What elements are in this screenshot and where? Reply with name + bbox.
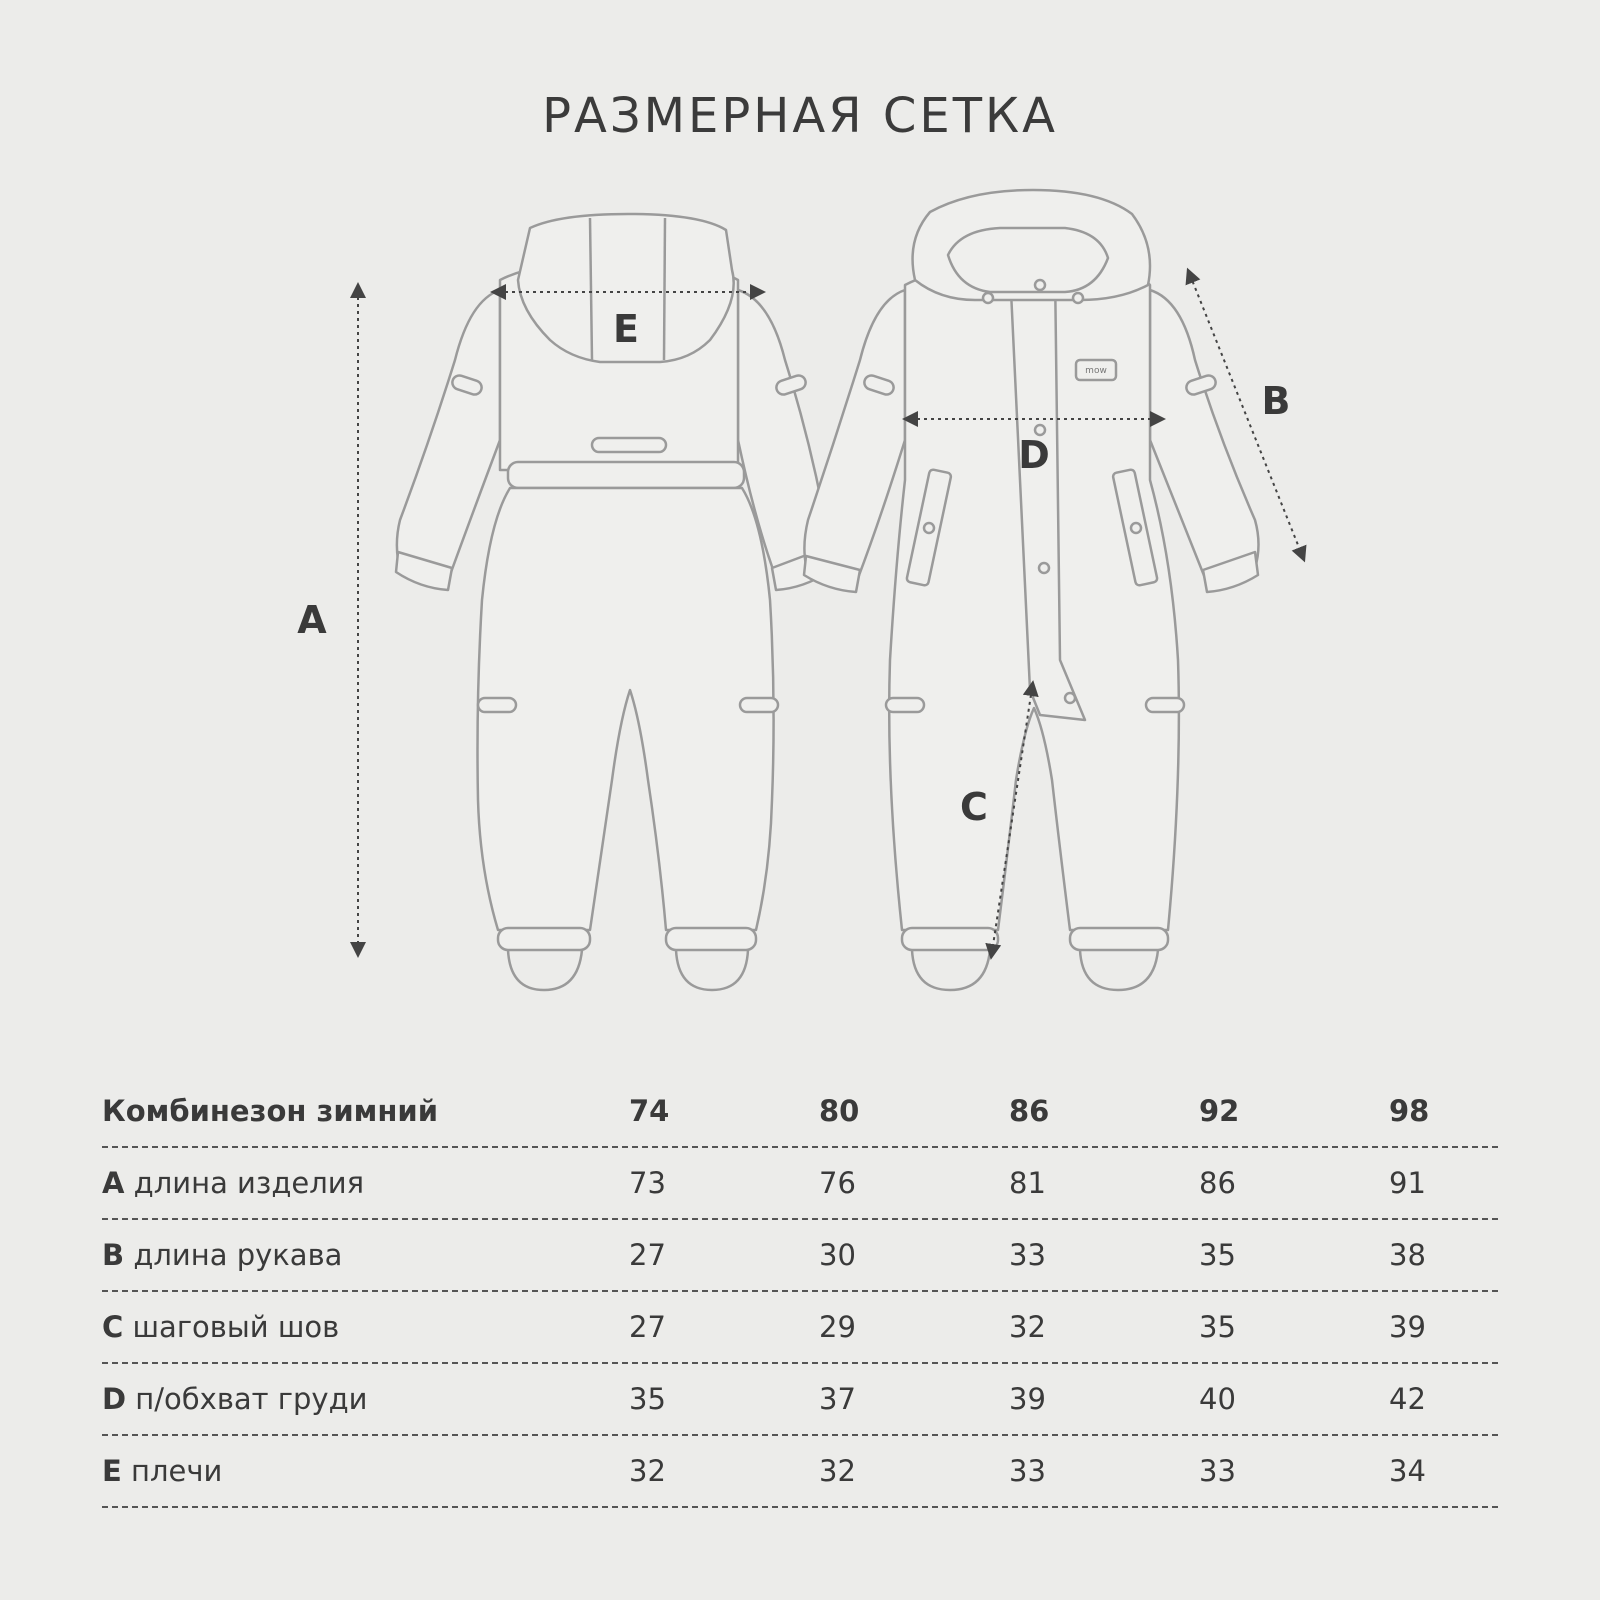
row-label — [102, 1238, 342, 1272]
logo-text: mow — [1085, 366, 1107, 376]
table-cell: 81 — [1009, 1166, 1046, 1200]
page-title: РАЗМЕРНАЯ СЕТКА — [542, 88, 1058, 144]
row-label-text: длина изделия — [133, 1166, 365, 1200]
size-table — [102, 1080, 1498, 1508]
table-row — [102, 1220, 1498, 1292]
row-label — [102, 1310, 339, 1344]
table-cell: 38 — [1389, 1238, 1426, 1272]
row-label-text: плечи — [131, 1454, 223, 1488]
table-cell: 35 — [1199, 1238, 1236, 1272]
table-cell: 91 — [1389, 1166, 1426, 1200]
table-cell: 34 — [1389, 1454, 1426, 1488]
row-label — [102, 1382, 368, 1416]
row-letter: D — [102, 1382, 127, 1416]
table-row — [102, 1364, 1498, 1436]
table-cell: 32 — [629, 1454, 666, 1488]
table-cell: 35 — [629, 1382, 666, 1416]
label-c: C — [960, 785, 988, 829]
table-row — [102, 1292, 1498, 1364]
size-header: 92 — [1199, 1094, 1240, 1128]
size-header: 80 — [819, 1094, 860, 1128]
product-name: Комбинезон зимний — [102, 1094, 439, 1128]
size-header: 98 — [1389, 1094, 1430, 1128]
table-cell: 32 — [1009, 1310, 1046, 1344]
table-cell: 39 — [1389, 1310, 1426, 1344]
table-header-row — [102, 1080, 1498, 1148]
table-cell: 35 — [1199, 1310, 1236, 1344]
table-cell: 27 — [629, 1310, 666, 1344]
table-cell: 76 — [819, 1166, 856, 1200]
table-cell: 42 — [1389, 1382, 1426, 1416]
table-cell: 27 — [629, 1238, 666, 1272]
table-cell: 39 — [1009, 1382, 1046, 1416]
table-cell: 33 — [1199, 1454, 1236, 1488]
table-cell: 37 — [819, 1382, 856, 1416]
back-view-drawing — [396, 214, 828, 990]
table-cell: 32 — [819, 1454, 856, 1488]
row-label-text: длина рукава — [133, 1238, 343, 1272]
row-letter: C — [102, 1310, 124, 1344]
row-label-text: п/обхват груди — [135, 1382, 368, 1416]
table-row — [102, 1148, 1498, 1220]
row-label — [102, 1166, 364, 1200]
table-cell: 86 — [1199, 1166, 1236, 1200]
row-letter: E — [102, 1454, 122, 1488]
row-label-text: шаговый шов — [132, 1310, 340, 1344]
size-header: 74 — [629, 1094, 670, 1128]
row-letter: A — [102, 1166, 125, 1200]
table-cell: 33 — [1009, 1238, 1046, 1272]
row-letter: B — [102, 1238, 125, 1272]
table-cell: 30 — [819, 1238, 856, 1272]
table-row — [102, 1436, 1498, 1508]
size-header: 86 — [1009, 1094, 1050, 1128]
table-cell: 33 — [1009, 1454, 1046, 1488]
label-e: E — [613, 307, 639, 351]
table-cell: 73 — [629, 1166, 666, 1200]
table-cell: 40 — [1199, 1382, 1236, 1416]
label-b: B — [1261, 379, 1291, 423]
front-view-drawing — [804, 190, 1259, 990]
label-a: A — [297, 598, 327, 642]
label-d: D — [1018, 433, 1050, 477]
row-label — [102, 1454, 222, 1488]
table-cell: 29 — [819, 1310, 856, 1344]
